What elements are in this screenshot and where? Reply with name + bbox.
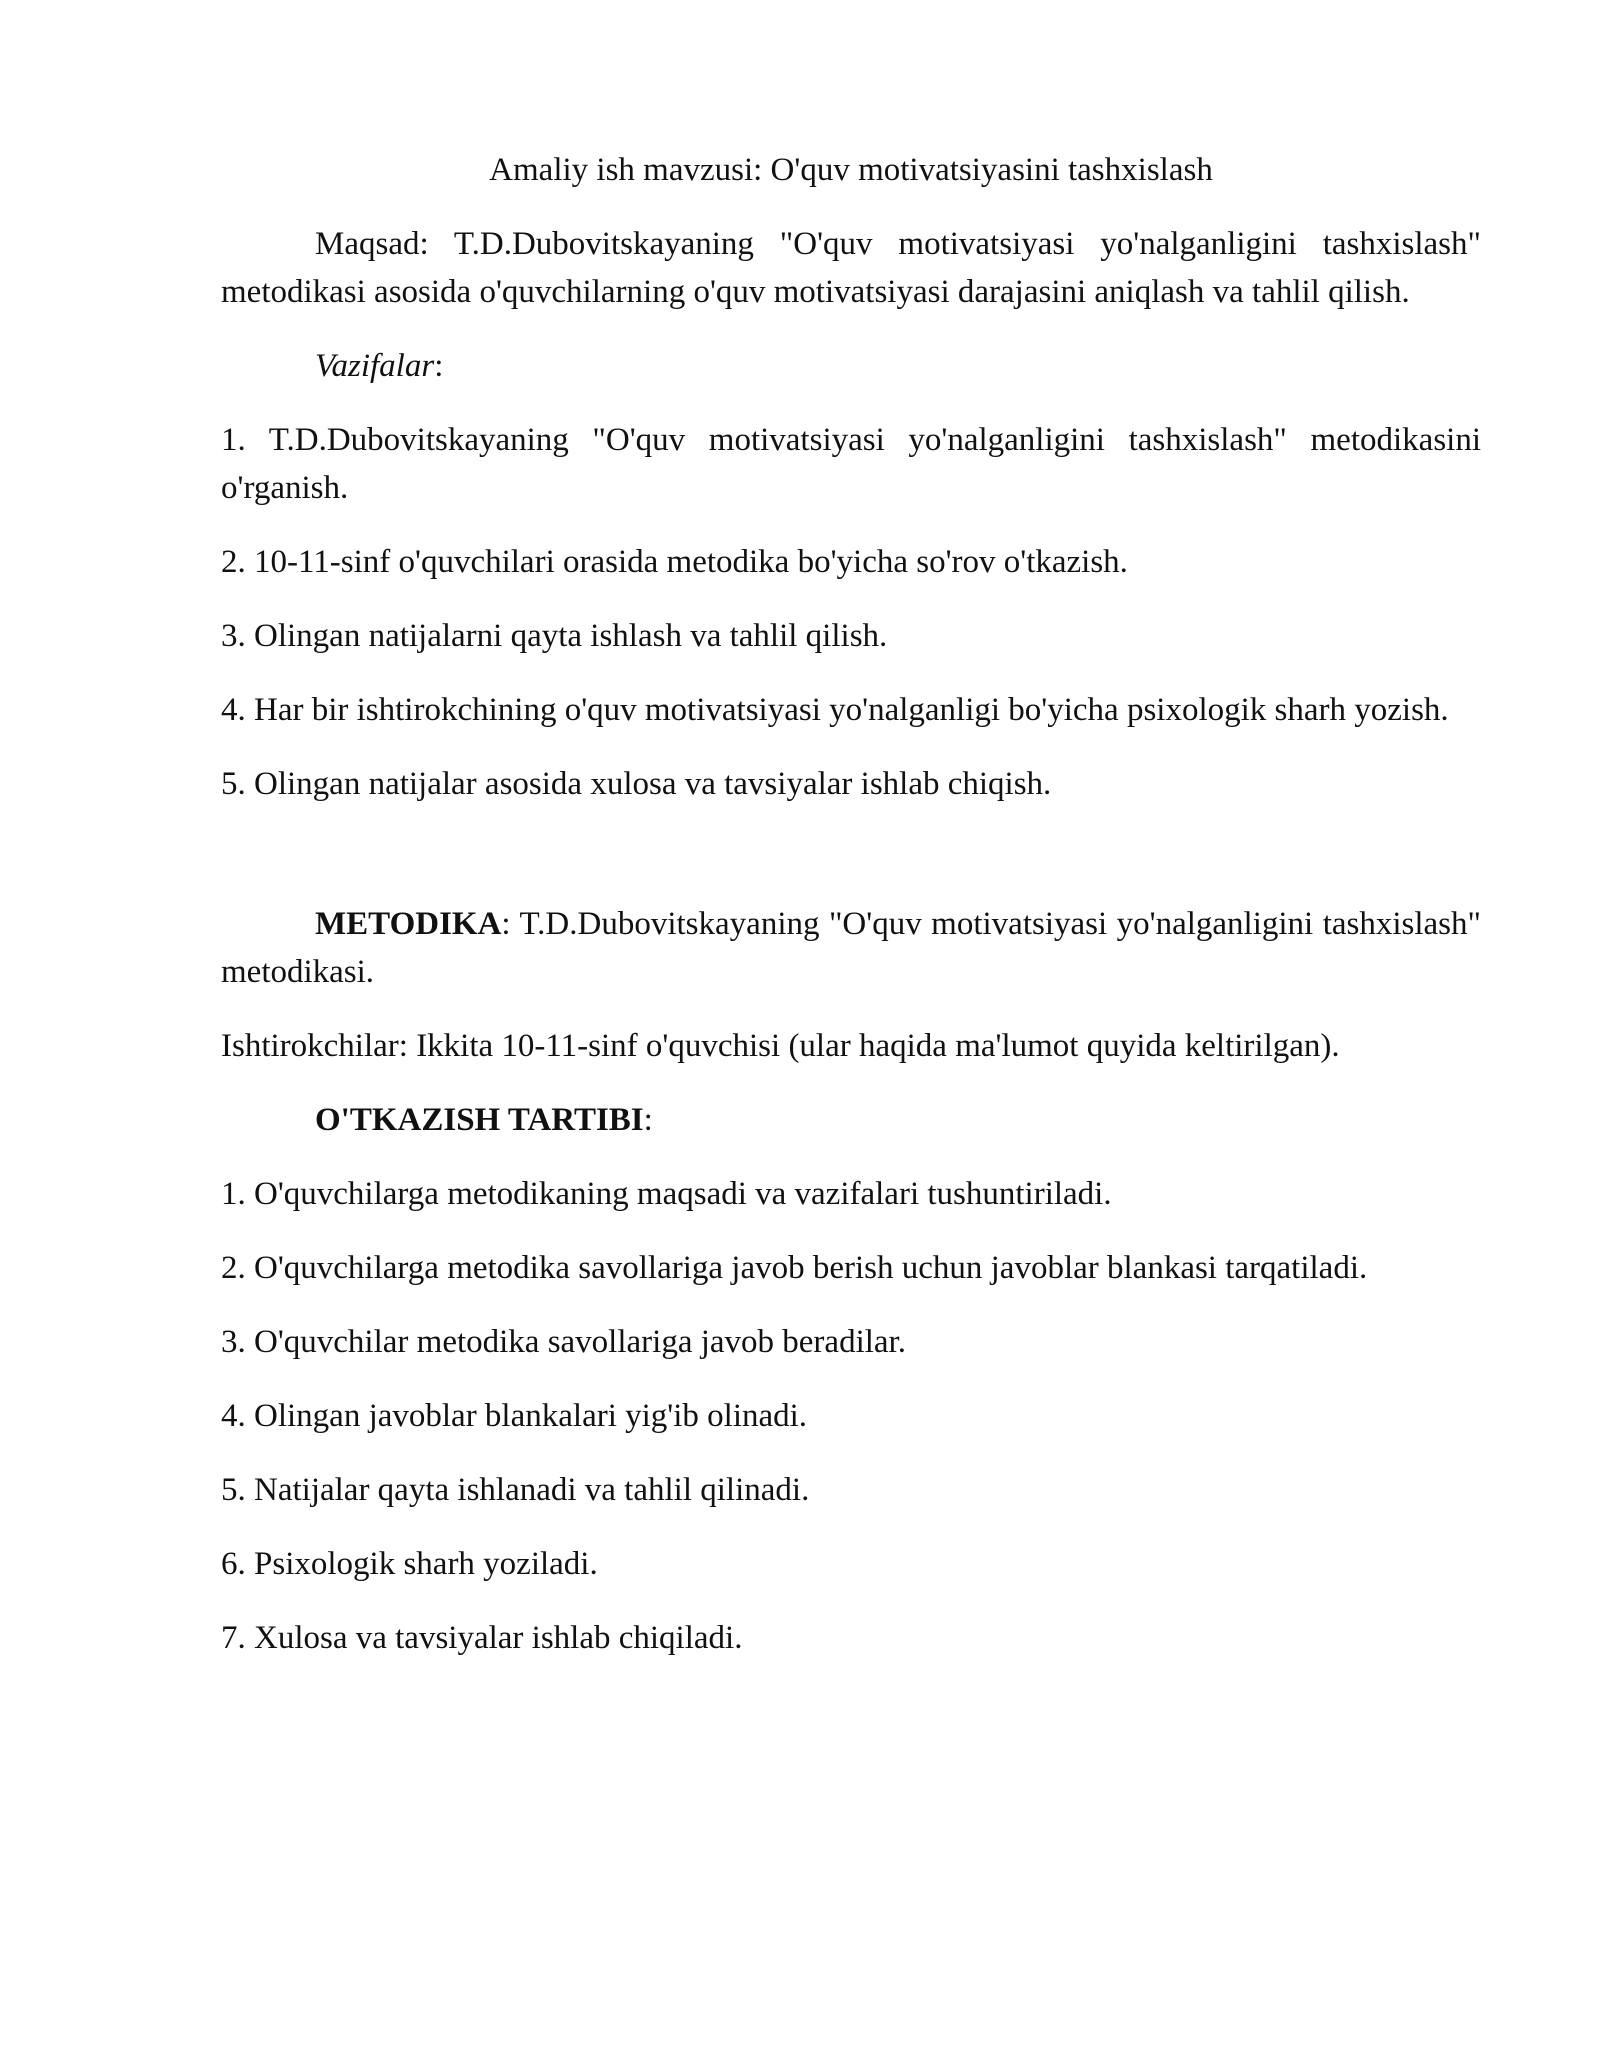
- page-title: Amaliy ish mavzusi: O'quv motivatsiyasini tashxislash: [489, 152, 1213, 188]
- task-item: 2. 10-11-sinf o'quvchilari orasida metodika bo'yicha so'rov o'tkazish.: [221, 544, 1128, 580]
- task-item: 5. Olingan natijalar asosida xulosa va tavsiyalar ishlab chiqish.: [221, 766, 1052, 802]
- tasks-heading-label: Vazifalar: [315, 348, 435, 384]
- procedure-item: 3. O'quvchilar metodika savollariga javob beradilar.: [221, 1324, 906, 1360]
- procedure-heading-label: O'TKAZISH TARTIBI: [315, 1102, 644, 1138]
- procedure-heading-colon: :: [643, 1102, 653, 1138]
- task-item: 1. T.D.Dubovitskayaning "O'quv motivatsiyasi yo'nalganligini tashxislash" metodikasini o'rganish.: [221, 422, 1481, 506]
- procedure-heading: [221, 1096, 1481, 1144]
- procedure-item: 2. O'quvchilarga metodika savollariga javob berish uchun javoblar blankasi tarqatiladi.: [221, 1250, 1368, 1286]
- methodology-text: : T.D.Dubovitskayaning "O'quv motivatsiyasi yo'nalganligini tashxislash" metodikasi.: [221, 906, 1481, 990]
- procedure-item: 4. Olingan javoblar blankalari yig'ib olinadi.: [221, 1398, 808, 1434]
- procedure-item: 5. Natijalar qayta ishlanadi va tahlil qilinadi.: [221, 1472, 810, 1508]
- methodology-paragraph: [221, 900, 1481, 996]
- task-item: 4. Har bir ishtirokchining o'quv motivatsiyasi yo'nalganligi bo'yicha psixologik sharh yozish.: [221, 692, 1449, 728]
- tasks-heading: [221, 342, 1481, 390]
- goal-paragraph: Maqsad: T.D.Dubovitskayaning "O'quv motivatsiyasi yo'nalganligini tashxislash" metodikasi asosida o'quvchilarning o'quv motivatsiyasi darajasini aniqlash va tahlil qilish.: [221, 226, 1481, 310]
- document-page: [221, 146, 1481, 1688]
- procedure-item: 1. O'quvchilarga metodikaning maqsadi va vazifalari tushuntiriladi.: [221, 1176, 1112, 1212]
- tasks-heading-colon: :: [434, 348, 444, 384]
- task-item: 3. Olingan natijalarni qayta ishlash va tahlil qilish.: [221, 618, 888, 654]
- participants-paragraph: Ishtirokchilar: Ikkita 10-11-sinf o'quvchisi (ular haqida ma'lumot quyida keltirilgan).: [221, 1028, 1340, 1064]
- procedure-item: 6. Psixologik sharh yoziladi.: [221, 1546, 598, 1582]
- procedure-item: 7. Xulosa va tavsiyalar ishlab chiqiladi.: [221, 1620, 743, 1656]
- methodology-heading: METODIKA: [315, 906, 502, 942]
